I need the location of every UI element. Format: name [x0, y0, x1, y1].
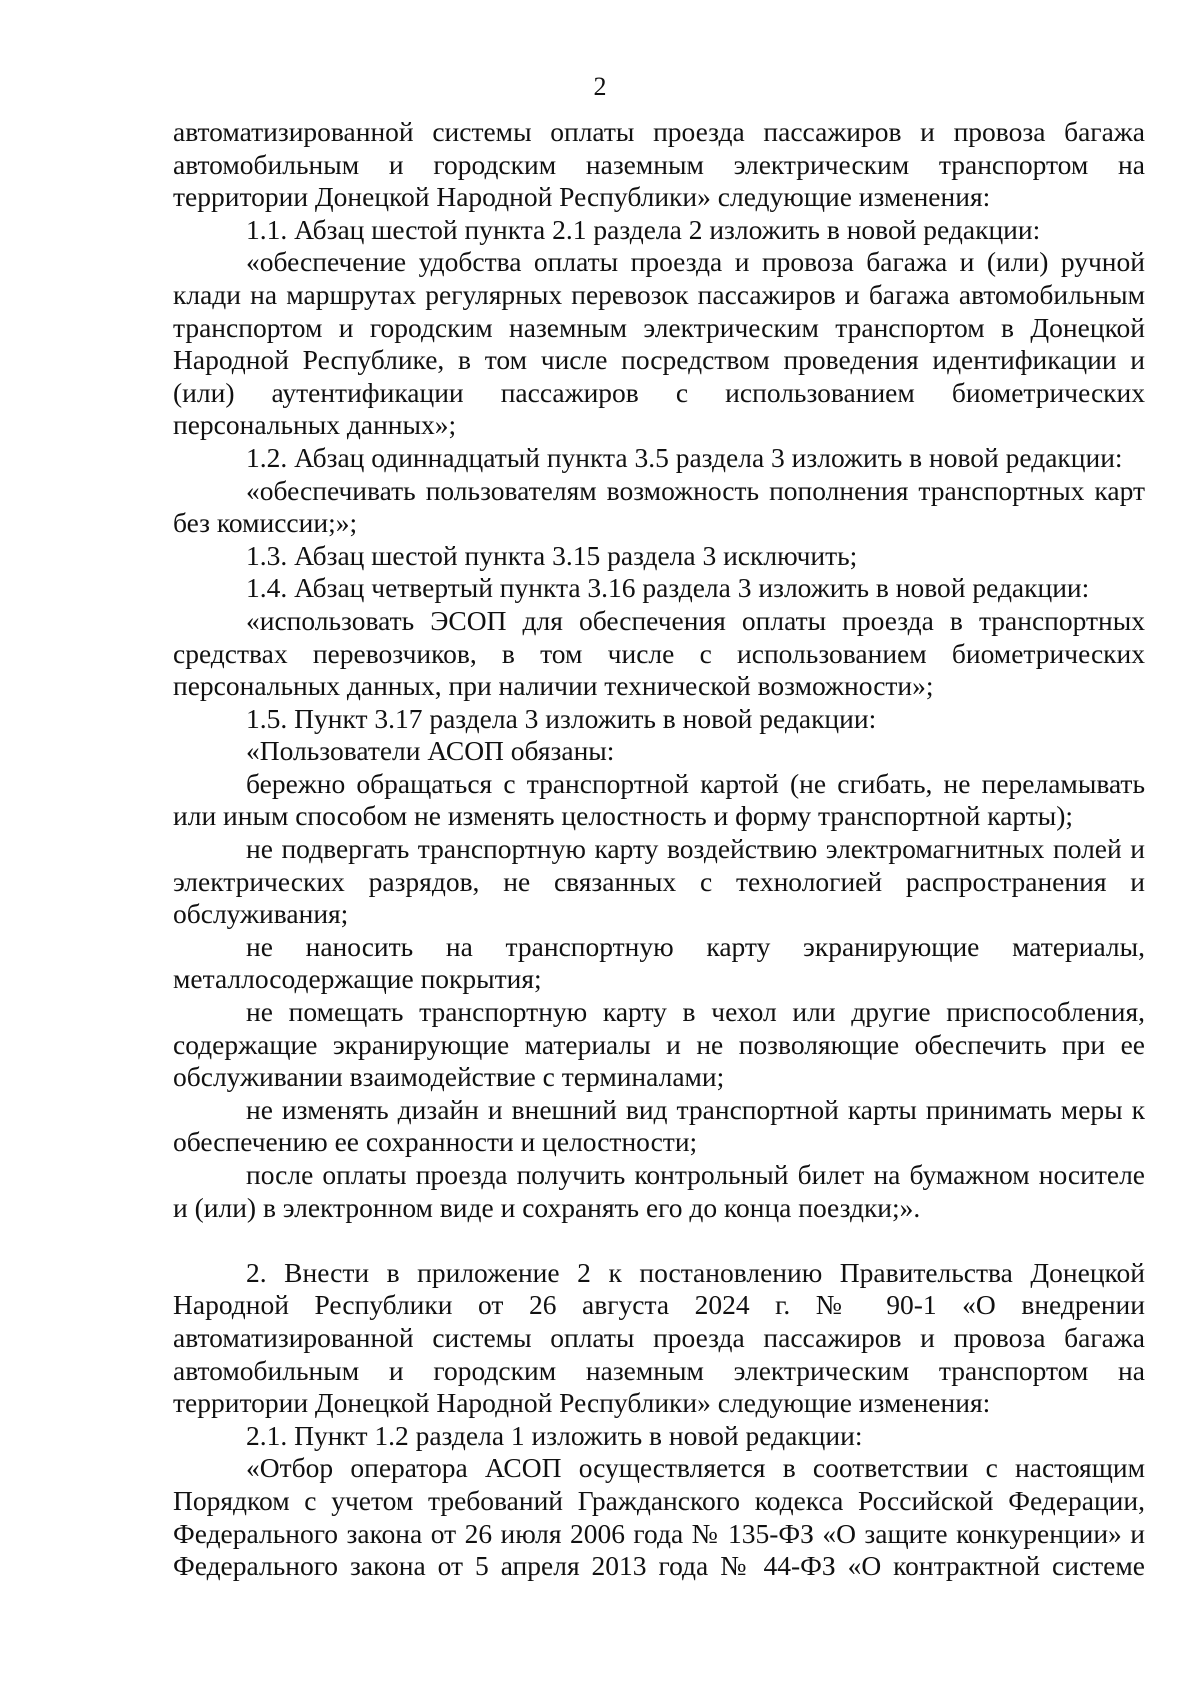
paragraph-gap	[173, 1224, 1145, 1257]
list-item-obligation: бережно обращаться с транспортной картой (не сгибать, не переламывать или иным способом не изменять целостность и форму транспортной карты);	[173, 767, 1145, 832]
list-item-obligation: не подвергать транспортную карту воздействию электромагнитных полей и электрических разрядов, не связанных с технологией распространения и обслуживания;	[173, 833, 1145, 930]
paragraph-1-5: 1.5. Пункт 3.17 раздела 3 изложить в новой редакции:	[246, 702, 877, 734]
paragraph-1-2: 1.2. Абзац одиннадцатый пункта 3.5 раздела 3 изложить в новой редакции:	[246, 441, 1123, 473]
paragraph-1-4-quote: «использовать ЭСОП для обеспечения оплаты проезда в транспортных средствах перевозчиков, в том числе с использованием биометрических персональных данных, при наличии технической возможности»;	[173, 604, 1145, 702]
paragraph-2-1: 2.1. Пункт 1.2 раздела 1 изложить в новой редакции:	[246, 1419, 863, 1451]
list-item-obligation: не изменять дизайн и внешний вид транспортной карты принимать меры к обеспечению ее сохранности и целостности;	[173, 1093, 1145, 1158]
paragraph-1-4: 1.4. Абзац четвертый пункта 3.16 раздела 3 изложить в новой редакции:	[246, 572, 1090, 604]
document-body	[173, 116, 1145, 1583]
list-item-obligation: не помещать транспортную карту в чехол или другие приспособления, содержащие экранирующие материалы и не позволяющие обеспечить при ее обслуживании взаимодействие с терминалами;	[173, 996, 1145, 1093]
paragraph-1-5-quote-intro: «Пользователи АСОП обязаны:	[246, 735, 615, 767]
paragraph-1-2-quote: «обеспечивать пользователям возможность пополнения транспортных карт без комиссии;»;	[173, 474, 1145, 539]
page-number: 2	[593, 72, 607, 101]
paragraph-1-3: 1.3. Абзац шестой пункта 3.15 раздела 3 исключить;	[246, 539, 858, 571]
paragraph-continuation: автоматизированной системы оплаты проезда пассажиров и провоза багажа автомобильным и городским наземным электрическим транспортом на территории Донецкой Народной Республики» следующие изменения:	[173, 116, 1145, 213]
paragraph-1-1-quote: «обеспечение удобства оплаты проезда и провоза багажа и (или) ручной клади на маршрутах регулярных перевозок пассажиров и багажа автомобильным транспортом и городским наземным электрическим транспортом в Донецкой Народной Республике, в том числе посредством проведения идентификации и (или) аутентификации пассажиров с использованием биометрических персональных данных»;	[173, 246, 1145, 441]
paragraph-1-1: 1.1. Абзац шестой пункта 2.1 раздела 2 изложить в новой редакции:	[246, 213, 1041, 245]
paragraph-2-1-quote: «Отбор оператора АСОП осуществляется в соответствии с настоящим Порядком с учетом требований Гражданского кодекса Российской Федерации, Федерального закона от 26 июля 2006 года № 135-ФЗ «О защите конкуренции» и Федерального закона от 5 апреля 2013 года № 44-ФЗ «О контрактной системе	[173, 1452, 1145, 1582]
paragraph-2: 2. Внести в приложение 2 к постановлению Правительства Донецкой Народной Республики от 26 августа 2024 г. № 90-1 «О внедрении автоматизированной системы оплаты проезда пассажиров и провоза багажа автомобильным и городским наземным электрическим транспортом на территории Донецкой Народной Республики» следующие изменения:	[173, 1256, 1145, 1419]
list-item-obligation: после оплаты проезда получить контрольный билет на бумажном носителе и (или) в электронном виде и сохранять его до конца поездки;».	[173, 1159, 1145, 1223]
list-item-obligation: не наносить на транспортную карту экранирующие материалы, металлосодержащие покрытия;	[173, 930, 1145, 995]
